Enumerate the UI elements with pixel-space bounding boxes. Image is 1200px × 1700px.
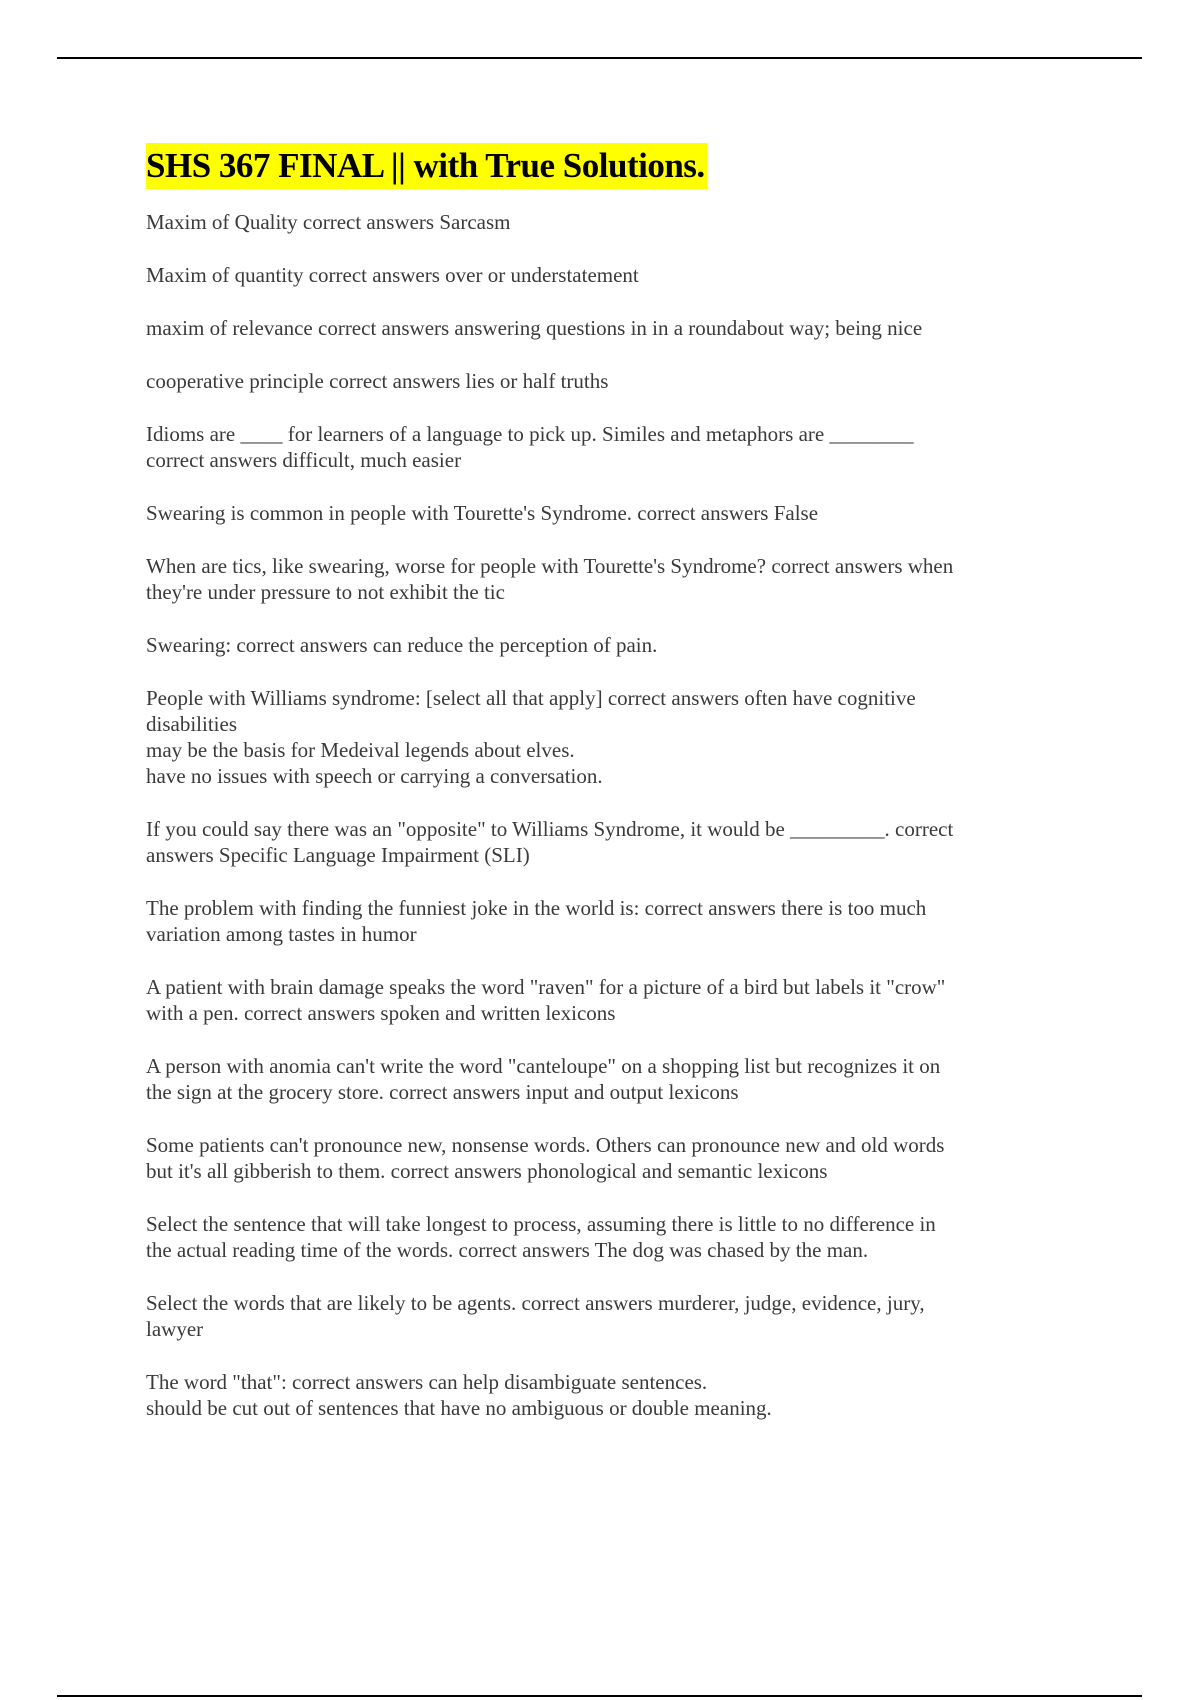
qa-line: Swearing: correct answers can reduce the perception of pain. (146, 633, 658, 657)
qa-line: they're under pressure to not exhibit the tic (146, 580, 505, 604)
qa-line: lawyer (146, 1317, 204, 1341)
qa-line: but it's all gibberish to them. correct answers phonological and semantic lexicons (146, 1159, 828, 1183)
qa-line: Select the words that are likely to be agents. correct answers murderer, judge, evidence, jury, (146, 1291, 925, 1315)
qa-line: The word "that": correct answers can help disambiguate sentences. (146, 1370, 708, 1394)
qa-line: Maxim of quantity correct answers over or understatement (146, 263, 639, 287)
qa-item (146, 632, 1086, 658)
qa-item (146, 262, 1086, 288)
qa-line: Select the sentence that will take longest to process, assuming there is little to no difference in (146, 1212, 936, 1236)
qa-item (146, 553, 1086, 605)
qa-line: may be the basis for Medeival legends about elves. (146, 738, 575, 762)
qa-line: should be cut out of sentences that have no ambiguous or double meaning. (146, 1396, 772, 1420)
qa-item (146, 816, 1086, 868)
footer-rule (57, 1695, 1142, 1697)
document-title: SHS 367 FINAL || with True Solutions. (146, 143, 707, 189)
qa-line: cooperative principle correct answers lies or half truths (146, 369, 609, 393)
qa-item (146, 368, 1086, 394)
qa-item (146, 1211, 1086, 1263)
qa-line: the sign at the grocery store. correct answers input and output lexicons (146, 1080, 739, 1104)
qa-item (146, 895, 1086, 947)
qa-line: Swearing is common in people with Tourette's Syndrome. correct answers False (146, 501, 819, 525)
qa-item (146, 209, 1086, 235)
qa-line: A patient with brain damage speaks the word "raven" for a picture of a bird but labels it "crow" (146, 975, 946, 999)
qa-line: When are tics, like swearing, worse for people with Tourette's Syndrome? correct answers when (146, 554, 954, 578)
qa-item (146, 1369, 1086, 1421)
qa-line: If you could say there was an "opposite" to Williams Syndrome, it would be _________. correct (146, 817, 954, 841)
qa-line: have no issues with speech or carrying a conversation. (146, 764, 603, 788)
qa-line: correct answers difficult, much easier (146, 448, 462, 472)
qa-item (146, 1290, 1086, 1342)
qa-item (146, 421, 1086, 473)
qa-line: answers Specific Language Impairment (SLI) (146, 843, 530, 867)
qa-item (146, 500, 1086, 526)
document-body (146, 143, 1086, 1448)
qa-line: Some patients can't pronounce new, nonsense words. Others can pronounce new and old words (146, 1133, 945, 1157)
qa-line: maxim of relevance correct answers answering questions in in a roundabout way; being nice (146, 316, 923, 340)
qa-list (146, 209, 1086, 1421)
qa-line: with a pen. correct answers spoken and written lexicons (146, 1001, 616, 1025)
qa-item (146, 685, 1086, 789)
qa-line: People with Williams syndrome: [select all that apply] correct answers often have cognitive (146, 686, 916, 710)
qa-line: variation among tastes in humor (146, 922, 417, 946)
qa-item (146, 974, 1086, 1026)
qa-item (146, 1053, 1086, 1105)
header-rule (57, 57, 1142, 59)
qa-item (146, 1132, 1086, 1184)
qa-line: disabilities (146, 712, 237, 736)
qa-line: A person with anomia can't write the word "canteloupe" on a shopping list but recognizes it on (146, 1054, 941, 1078)
qa-item (146, 315, 1086, 341)
qa-line: the actual reading time of the words. correct answers The dog was chased by the man. (146, 1238, 869, 1262)
qa-line: The problem with finding the funniest joke in the world is: correct answers there is too much (146, 896, 927, 920)
qa-line: Idioms are ____ for learners of a language to pick up. Similes and metaphors are ________ (146, 422, 914, 446)
qa-line: Maxim of Quality correct answers Sarcasm (146, 210, 511, 234)
